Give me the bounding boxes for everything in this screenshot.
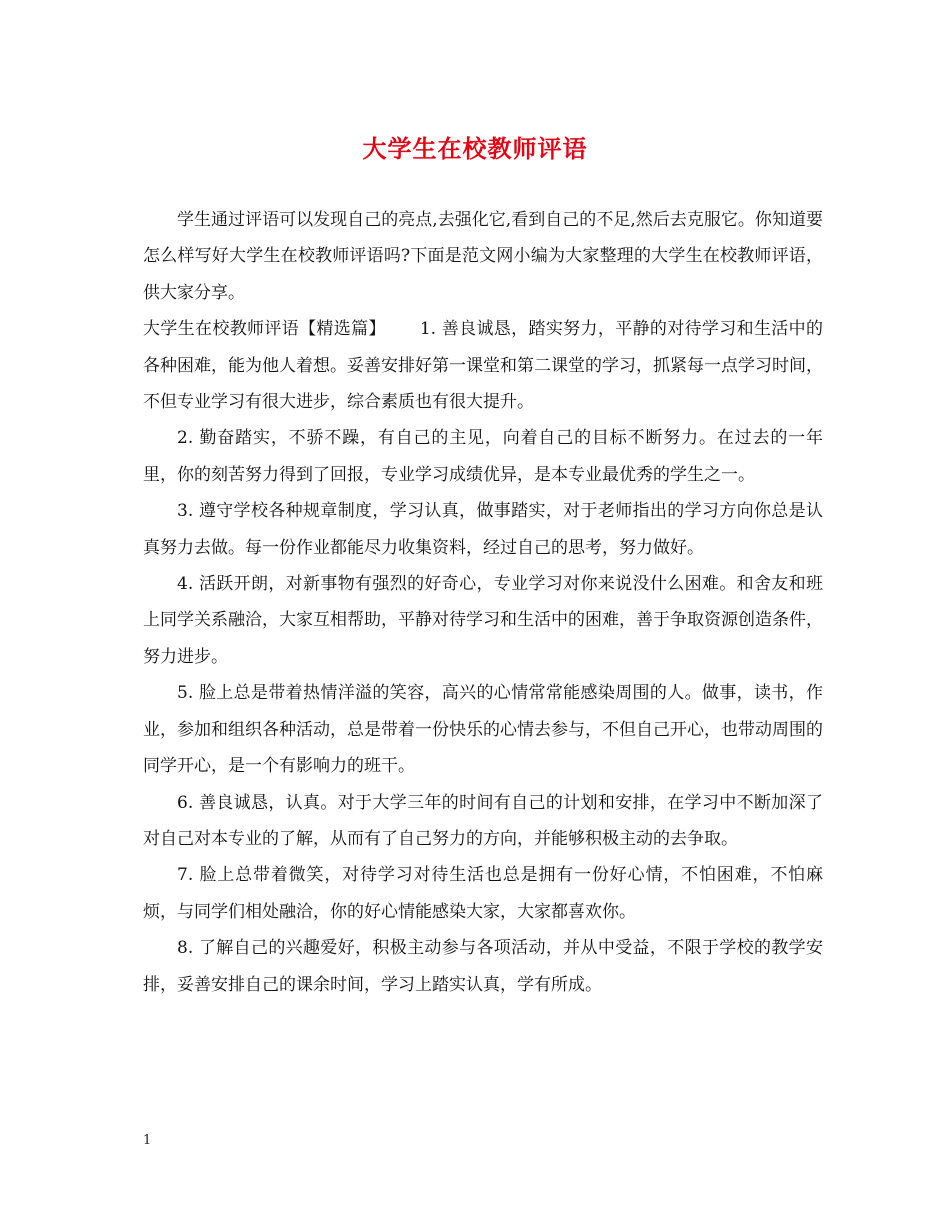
comment-item-7: 7. 脸上总带着微笑，对待学习对待生活也总是拥有一份好心情，不怕困难，不怕麻烦，与同学们相处融洽，你的好心情能感染大家，大家都喜欢你。 [143,865,823,922]
page-number: 1 [143,1133,152,1148]
intro-paragraph: 学生通过评语可以发现自己的亮点,去强化它,看到自己的不足,然后去克服它。你知道要怎么样写好大学生在校教师评语吗?下面是范文网小编为大家整理的大学生在校教师评语，供大家分享。 [143,210,823,303]
document-title: 大学生在校教师评语 [362,134,588,163]
comment-item-6: 6. 善良诚恳，认真。对于大学三年的时间有自己的计划和安排，在学习中不断加深了对自己对本专业的了解，从而有了自己努力的方向，并能够积极主动的去争取。 [143,792,823,849]
comment-item-4: 4. 活跃开朗，对新事物有强烈的好奇心，专业学习对你来说没什么困难。和舍友和班上同学关系融洽，大家互相帮助，平静对待学习和生活中的困难，善于争取资源创造条件，努力进步。 [143,574,823,667]
section-first-paragraph [143,311,823,420]
section-heading: 大学生在校教师评语【精选篇】 [143,319,386,340]
comment-item-2: 2. 勤奋踏实，不骄不躁，有自己的主见，向着自己的目标不断努力。在过去的一年里，你的刻苦努力得到了回报，专业学习成绩优异，是本专业最优秀的学生之一。 [143,428,823,485]
comment-item-8: 8. 了解自己的兴趣爱好，积极主动参与各项活动，并从中受益，不限于学校的教学安排，妥善安排自己的课余时间，学习上踏实认真，学有所成。 [143,938,823,995]
comment-item-3: 3. 遵守学校各种规章制度，学习认真，做事踏实，对于老师指出的学习方向你总是认真努力去做。每一份作业都能尽力收集资料，经过自己的思考，努力做好。 [143,501,823,558]
comment-item-1: 1. 善良诚恳，踏实努力，平静的对待学习和生活中的各种困难，能为他人着想。妥善安排好第一课堂和第二课堂的学习，抓紧每一点学习时间，不但专业学习有很大进步，综合素质也有很大提升。 [143,319,823,413]
comment-item-5: 5. 脸上总是带着热情洋溢的笑容，高兴的心情常常能感染周围的人。做事，读书，作业，参加和组织各种活动，总是带着一份快乐的心情去参与，不但自己开心，也带动周围的同学开心，是一个有影响力的班干。 [143,683,823,777]
document-body [143,202,823,1003]
